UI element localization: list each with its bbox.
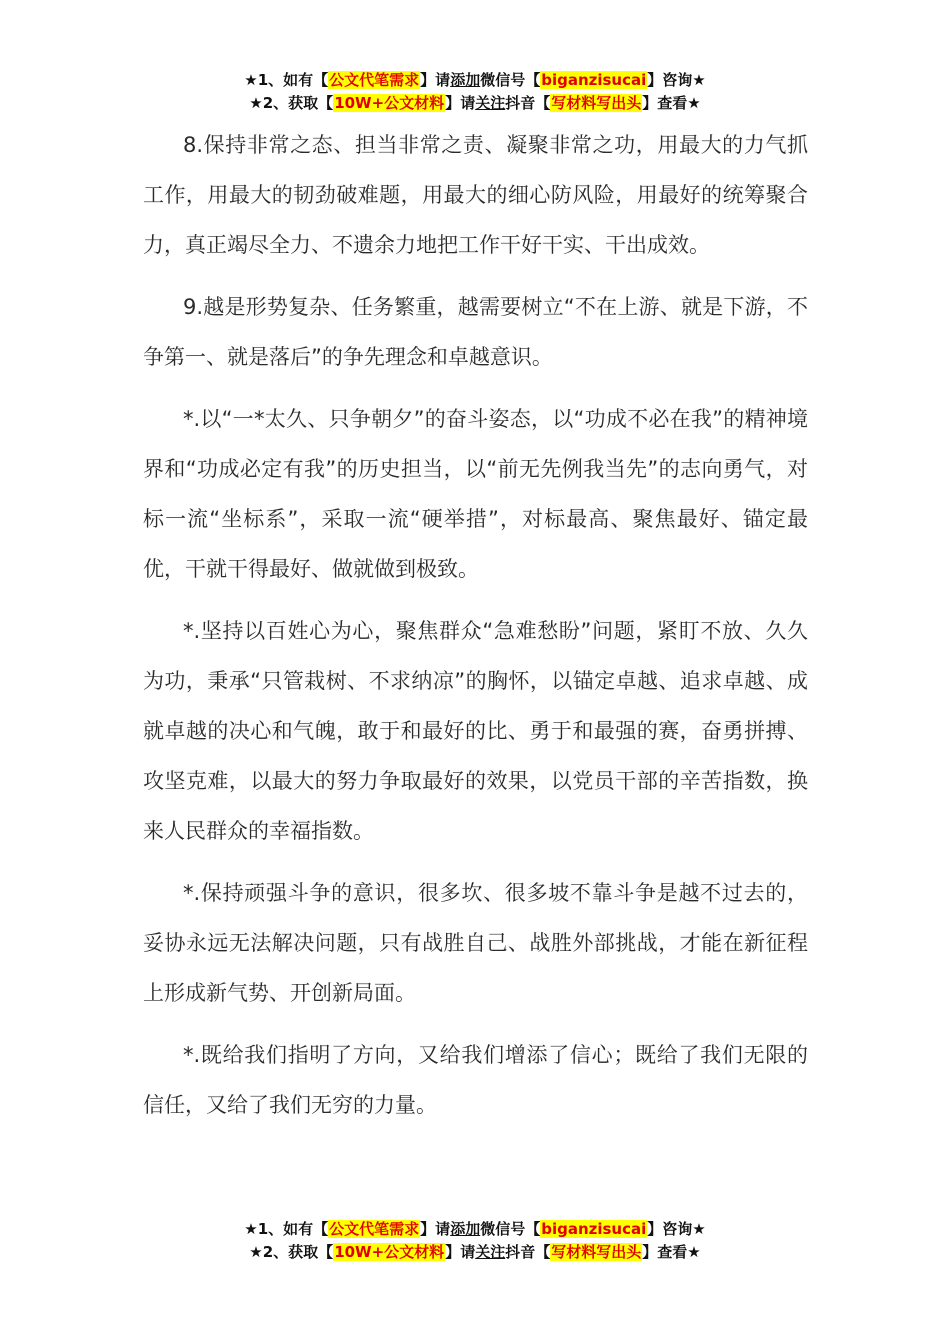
banner-wechat-id: biganzisucai	[541, 71, 647, 89]
banner-text: 】请	[420, 1220, 451, 1238]
banner-text: ★1、如有【	[244, 71, 329, 89]
banner-emphasis: 关注	[475, 94, 506, 112]
banner-text: 】请	[420, 71, 451, 89]
banner-emphasis: 添加	[450, 71, 481, 89]
paragraph-people-centered: *.坚持以百姓心为心，聚焦群众“急难愁盼”问题，紧盯不放、久久为功，秉承“只管栽树、不求纳凉”的胸怀，以锚定卓越、追求卓越、成就卓越的决心和气魄，敢于和最好的比、勇于和最强的赛，奋勇拼搏、攻坚克难，以最大的努力争取最好的效果，以党员干部的辛苦指数，换来人民群众的幸福指数。	[143, 619, 808, 843]
banner-text: 】咨询★	[647, 71, 706, 89]
banner-highlight: 10W+公文材料	[334, 1243, 445, 1261]
banner-emphasis: 添加	[450, 1220, 481, 1238]
banner-text: ★2、获取【	[249, 1243, 334, 1261]
footer-banner-line-1	[0, 1218, 950, 1241]
paragraph-9: 9.越是形势复杂、任务繁重，越需要树立“不在上游、就是下游，不争第一、就是落后”的争先理念和卓越意识。	[143, 295, 808, 369]
banner-douyin-account: 写材料写出头	[551, 1243, 642, 1261]
banner-text: 抖音【	[505, 1243, 551, 1261]
banner-emphasis: 关注	[475, 1243, 506, 1261]
footer-banner	[0, 1218, 950, 1264]
footer-banner-line-2	[0, 1241, 950, 1264]
paragraph-8: 8.保持非常之态、担当非常之责、凝聚非常之功，用最大的力气抓工作，用最大的韧劲破难题，用最大的细心防风险，用最好的统筹聚合力，真正竭尽全力、不遗余力地把工作干好干实、干出成效。	[143, 133, 808, 257]
banner-text: 】查看★	[642, 94, 701, 112]
banner-text: ★2、获取【	[249, 94, 334, 112]
banner-text: 】查看★	[642, 1243, 701, 1261]
paragraph-struggle-awareness: *.保持顽强斗争的意识，很多坎、很多坡不靠斗争是越不过去的，妥协永远无法解决问题，只有战胜自己、战胜外部挑战，才能在新征程上形成新气势、开创新局面。	[143, 881, 808, 1005]
banner-text: 】咨询★	[647, 1220, 706, 1238]
banner-highlight: 公文代笔需求	[329, 1220, 420, 1238]
banner-highlight: 10W+公文材料	[334, 94, 445, 112]
banner-text: ★1、如有【	[244, 1220, 329, 1238]
banner-text: 抖音【	[505, 94, 551, 112]
paragraph-struggle-attitude: *.以“一*太久、只争朝夕”的奋斗姿态，以“功成不必在我”的精神境界和“功成必定有我”的历史担当，以“前无先例我当先”的志向勇气，对标一流“坐标系”，采取一流“硬举措”，对标最高、聚焦最好、锚定最优，干就干得最好、做就做到极致。	[143, 407, 808, 581]
paragraph-direction-confidence: *.既给我们指明了方向，又给我们增添了信心；既给了我们无限的信任，又给了我们无穷的力量。	[143, 1043, 808, 1117]
banner-highlight: 公文代笔需求	[329, 71, 420, 89]
banner-text: 微信号【	[480, 71, 541, 89]
banner-text: 微信号【	[480, 1220, 541, 1238]
document-body	[143, 120, 808, 1142]
banner-text: 】请	[445, 1243, 476, 1261]
banner-douyin-account: 写材料写出头	[551, 94, 642, 112]
header-banner-line-1	[0, 69, 950, 92]
banner-text: 】请	[445, 94, 476, 112]
header-banner-line-2	[0, 92, 950, 115]
banner-wechat-id: biganzisucai	[541, 1220, 647, 1238]
header-banner	[0, 69, 950, 115]
